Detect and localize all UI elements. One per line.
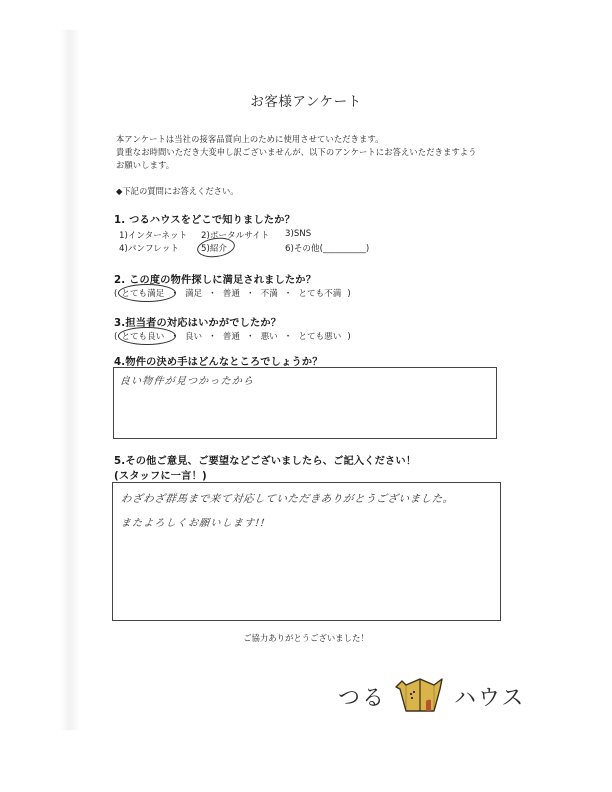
q1-option-portal[interactable]: 2)ポータルサイト (201, 231, 270, 241)
q3-option-good[interactable]: 良い (184, 332, 203, 342)
tsuru-house-logo (338, 676, 525, 716)
question-1-label: 1. つるハウスをどこで知りましたか？ (114, 215, 295, 226)
intro-line-1: 本アンケートは当社の接客品質向上のために使用させていただきます。 (116, 134, 384, 144)
logo-text-tsuru: つる (338, 685, 387, 711)
instruction: ◆下記の質問にお答えください。 (116, 186, 239, 196)
q3-selection-circle (118, 327, 176, 345)
q5-answer-box[interactable] (112, 482, 501, 621)
q2-close-paren: ) (347, 289, 351, 299)
q2-option-very-dissatisfied[interactable]: とても不満 (298, 289, 342, 299)
q5-handwritten-line-2: またよろしくお願いします!! (120, 518, 267, 529)
q2-option-very-satisfied[interactable]: とても満足 (121, 289, 165, 299)
question-2-label: 2. この度の物件探しに満足されましたか？ (114, 275, 317, 286)
page-title: お客様アンケート (250, 94, 362, 110)
q4-answer-box[interactable] (113, 367, 497, 439)
question-4-label: 4.物件の決め手はどんなところでしょうか？ (114, 357, 323, 368)
q1-option-other[interactable]: 6)その他(__________) (285, 244, 370, 254)
q2-scale: ( とても満足 ・ 満足 ・ 普通 ・ 不満 ・ とても不満 ) (114, 289, 351, 299)
q3-option-bad[interactable]: 悪い (260, 332, 278, 342)
q3-close-paren: ) (347, 332, 351, 342)
q3-option-neutral[interactable]: 普通 (222, 332, 240, 342)
scan-shadow (60, 30, 80, 730)
q4-handwritten-answer: 良い物件が見つかったから (119, 376, 255, 387)
thank-you-message: ご協力ありがとうございました！ (243, 633, 369, 643)
paper-crane-house-icon (390, 675, 450, 717)
q5-handwritten-line-1: わざわざ群馬まで来て対応していただきありがとうございました。 (120, 493, 455, 505)
q3-option-very-bad[interactable]: とても悪い (298, 332, 342, 342)
q2-selection-circle (118, 284, 176, 302)
question-3-label: 3.担当者の対応はいかがでしたか？ (114, 318, 282, 329)
q1-option-pamphlet[interactable]: 4)パンフレット (119, 244, 179, 254)
q1-option-referral[interactable]: 5)紹介 (201, 244, 228, 254)
q3-open-paren: ( (114, 332, 118, 342)
question-5-label: 5.その他ご意見、ご要望などございましたら、ご記入ください！ (114, 456, 417, 467)
q1-option-internet[interactable]: 1)インターネット (119, 231, 188, 241)
intro-line-2: 貴重なお時間いただき大変申し訳ございませんが、以下のアンケートにお答えいただきますよう (116, 147, 477, 157)
q2-option-dissatisfied[interactable]: 不満 (260, 289, 278, 299)
q2-option-satisfied[interactable]: 満足 (184, 289, 203, 299)
q1-option-sns[interactable]: 3)SNS (285, 229, 312, 239)
logo-text-house: ハウス (454, 685, 526, 711)
q2-option-neutral[interactable]: 普通 (222, 289, 240, 299)
q3-option-very-good[interactable]: とても良い (121, 332, 165, 342)
question-5-sublabel: (スタッフに一言！) (114, 471, 207, 482)
q3-scale: ( とても良い ・ 良い ・ 普通 ・ 悪い ・ とても悪い ) (114, 332, 351, 342)
q2-open-paren: ( (114, 289, 118, 299)
intro-line-3: お願いします。 (116, 160, 175, 170)
